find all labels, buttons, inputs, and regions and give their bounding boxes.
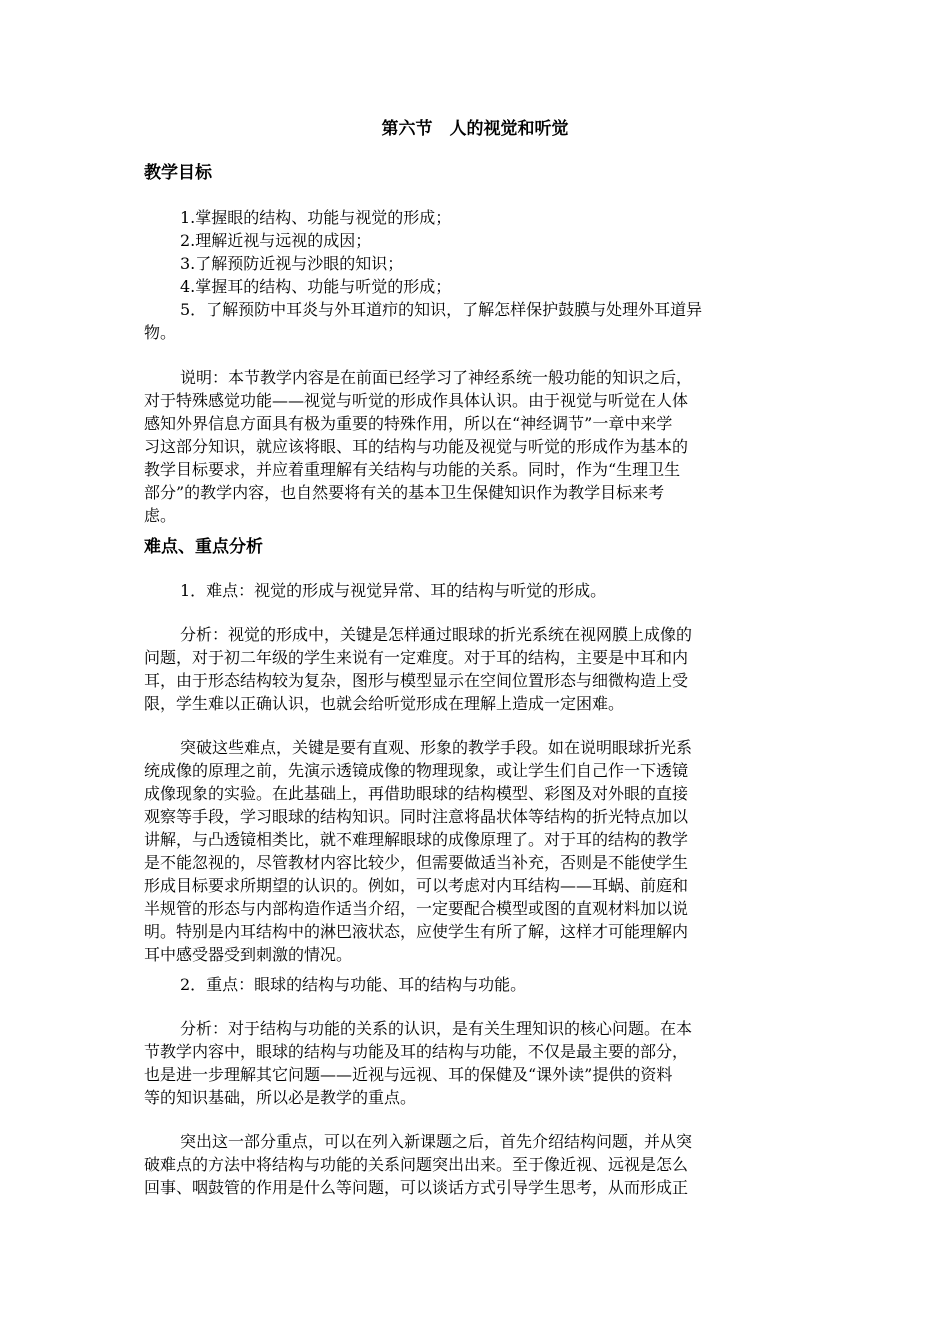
objective-item: 4.掌握耳的结构、功能与听觉的形成； (180, 277, 452, 296)
breakthrough-line: 讲解，与凸透镜相类比，就不难理解眼球的成像原理了。对于耳的结构的教学 (144, 830, 689, 849)
key-analysis-line: 等的知识基础，所以必是教学的重点。 (144, 1088, 417, 1107)
difficulty-analysis-line: 分析：视觉的形成中，关键是怎样通过眼球的折光系统在视网膜上成像的 (180, 625, 693, 644)
objective-item: 2.理解近视与远视的成因； (180, 231, 372, 250)
objective-item: 1.掌握眼的结构、功能与视觉的形成； (180, 208, 452, 227)
difficulty-analysis-line: 问题，对于初二年级的学生来说有一定难度。对于耳的结构，主要是中耳和内 (144, 648, 689, 667)
key-analysis-line: 分析：对于结构与功能的关系的认识，是有关生理知识的核心问题。在本 (180, 1019, 693, 1038)
difficulty-analysis-line: 限，学生难以正确认识，也就会给听觉形成在理解上造成一定困难。 (144, 694, 625, 713)
breakthrough-line: 统成像的原理之前，先演示透镜成像的物理现象，或让学生们自己作一下透镜 (144, 761, 689, 780)
breakthrough-line: 耳中感受器受到刺激的情况。 (144, 945, 353, 964)
breakthrough-line: 形成目标要求所期望的认识的。例如，可以考虑对内耳结构——耳蜗、前庭和 (144, 876, 689, 895)
objective-item-continued: 物。 (144, 323, 177, 342)
note-line: 虑。 (144, 506, 177, 525)
note-line: 对于特殊感觉功能——视觉与听觉的形成作具体认识。由于视觉与听觉在人体 (144, 391, 689, 410)
note-line: 教学目标要求，并应着重理解有关结构与功能的关系。同时，作为“生理卫生 (144, 460, 681, 479)
highlight-line: 破难点的方法中将结构与功能的关系问题突出出来。至于像近视、远视是怎么 (144, 1155, 689, 1174)
highlight-line: 回事、咽鼓管的作用是什么等问题，可以谈话方式引导学生思考，从而形成正 (144, 1178, 689, 1197)
highlight-line: 突出这一部分重点，可以在列入新课题之后，首先介绍结构问题，并从突 (180, 1132, 693, 1151)
note-line: 感知外界信息方面具有极为重要的特殊作用，所以在“神经调节”一章中来学 (144, 414, 673, 433)
key-point-line: 2．重点：眼球的结构与功能、耳的结构与功能。 (180, 975, 527, 994)
key-analysis-line: 也是进一步理解其它问题——近视与远视、耳的保健及“课外读”提供的资料 (144, 1065, 673, 1084)
difficulty-line: 1．难点：视觉的形成与视觉异常、耳的结构与听觉的形成。 (180, 581, 607, 600)
objectives-heading: 教学目标 (144, 163, 212, 183)
analysis-heading: 难点、重点分析 (144, 537, 263, 557)
key-analysis-line: 节教学内容中，眼球的结构与功能及耳的结构与功能，不仅是最主要的部分， (144, 1042, 689, 1061)
note-line: 说明：本节教学内容是在前面已经学习了神经系统一般功能的知识之后， (180, 368, 693, 387)
objective-item: 3.了解预防近视与沙眼的知识； (180, 254, 404, 273)
note-line: 部分”的教学内容，也自然要将有关的基本卫生保健知识作为教学目标来考 (144, 483, 665, 502)
objective-item: 5．了解预防中耳炎与外耳道疖的知识，了解怎样保护鼓膜与处理外耳道异 (180, 300, 703, 319)
page-title: 第六节 人的视觉和听觉 (381, 119, 569, 139)
difficulty-analysis-line: 耳，由于形态结构较为复杂，图形与模型显示在空间位置形态与细微构造上受 (144, 671, 689, 690)
breakthrough-line: 成像现象的实验。在此基础上，再借助眼球的结构模型、彩图及对外眼的直接 (144, 784, 689, 803)
breakthrough-line: 半规管的形态与内部构造作适当介绍，一定要配合模型或图的直观材料加以说 (144, 899, 689, 918)
breakthrough-line: 突破这些难点，关键是要有直观、形象的教学手段。如在说明眼球折光系 (180, 738, 693, 757)
note-line: 习这部分知识，就应该将眼、耳的结构与功能及视觉与听觉的形成作为基本的 (144, 437, 689, 456)
breakthrough-line: 是不能忽视的，尽管教材内容比较少，但需要做适当补充，否则是不能使学生 (144, 853, 689, 872)
breakthrough-line: 观察等手段，学习眼球的结构知识。同时注意将晶状体等结构的折光特点加以 (144, 807, 689, 826)
breakthrough-line: 明。特别是内耳结构中的淋巴液状态，应使学生有所了解，这样才可能理解内 (144, 922, 689, 941)
